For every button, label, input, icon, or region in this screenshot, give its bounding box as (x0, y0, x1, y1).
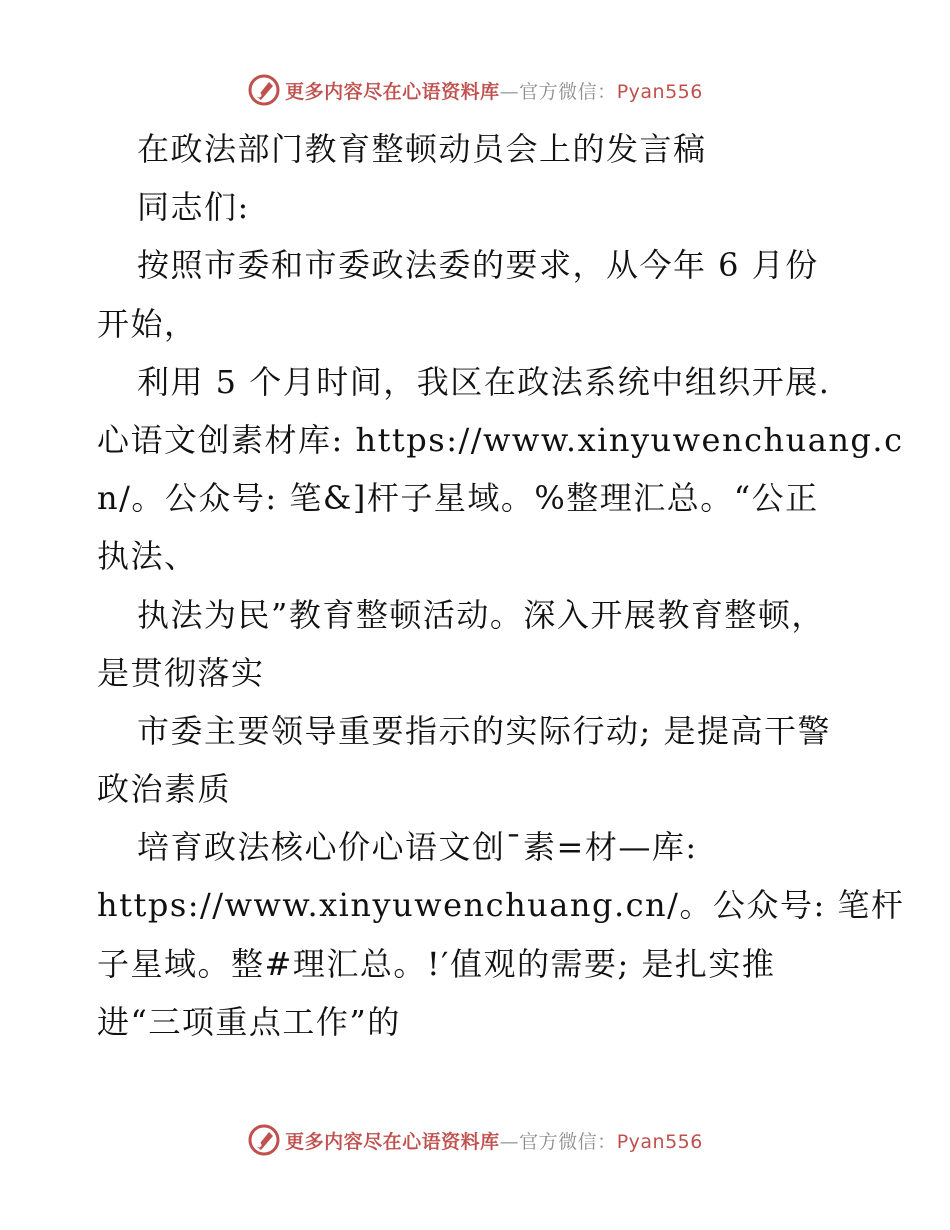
footer-banner-wechat-label: 官方微信： (519, 1130, 617, 1153)
brand-logo-icon (247, 1123, 281, 1157)
paragraph-line: 是贯彻落实 (97, 653, 265, 692)
header-banner-main: 更多内容尽在心语资料库 (285, 80, 500, 103)
paragraph-line: 市委主要领导重要指示的实际行动; 是提高干警 (137, 711, 831, 750)
footer-banner-main: 更多内容尽在心语资料库 (285, 1130, 500, 1153)
document-body (97, 120, 905, 1051)
paragraph-line: 执法、 (97, 537, 198, 576)
paragraph-line: 子星域。整#理汇总。!′值观的需要; 是扎实推 (97, 944, 776, 983)
header-banner-dash: — (499, 80, 520, 103)
paragraph-line: 利用 5 个月时间，我区在政法系统中组织开展. (137, 362, 831, 401)
footer-banner-text (285, 1127, 703, 1154)
paragraph-line: 心语文创素材库: https://www.xinyuwenchuang.c (97, 420, 904, 459)
paragraph-line: 政治素质 (97, 770, 232, 809)
header-banner-text (285, 77, 703, 104)
salutation: 同志们: (137, 188, 250, 227)
paragraph-line: n/。公众号: 笔&]杆子星域。%整理汇总。“公正 (97, 479, 819, 518)
paragraph-line: 进“三项重点工作”的 (97, 1002, 401, 1041)
header-banner-wechat-id: Pyan556 (616, 80, 703, 103)
footer-banner-dash: — (499, 1130, 520, 1153)
paragraph-line: 开始， (97, 304, 198, 343)
header-banner-wechat-label: 官方微信： (519, 80, 617, 103)
header-banner (0, 70, 950, 110)
footer-banner-wechat-id: Pyan556 (616, 1130, 703, 1153)
document-title: 在政法部门教育整顿动员会上的发言稿 (137, 130, 707, 168)
paragraph-line: 培育政法核心价心语文创¯素=材—库: (137, 828, 698, 867)
paragraph-line: 执法为民”教育整顿活动。深入开展教育整顿， (137, 595, 825, 634)
paragraph-line: https://www.xinyuwenchuang.cn/。公众号: 笔杆 (97, 886, 905, 925)
footer-banner (0, 1120, 950, 1160)
paragraph-line: 按照市委和市委政法委的要求，从今年 6 月份 (137, 246, 819, 285)
brand-logo-icon (247, 73, 281, 107)
